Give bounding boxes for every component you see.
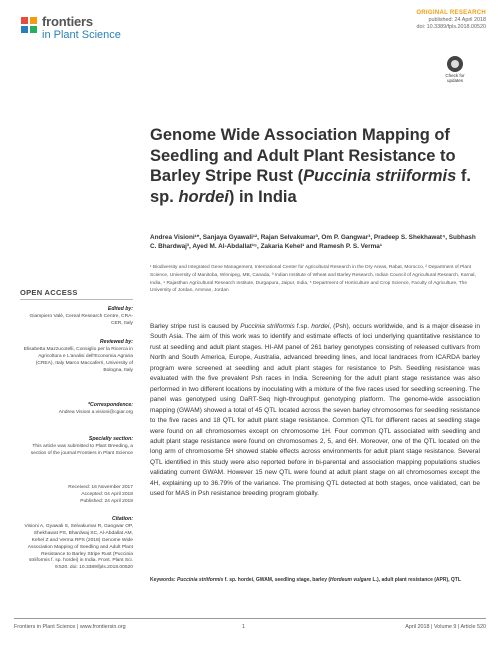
title-text-2: f. sp. [150, 167, 471, 206]
edited-by [20, 306, 133, 328]
abstract-species: Puccinia striiformis [240, 323, 295, 330]
title-forma: hordei [178, 187, 229, 206]
frontiers-logo-icon [20, 16, 38, 34]
abstract-text-b: f.sp. [294, 323, 312, 330]
edited-by-text[interactable]: Giampiero Valè, Cereal Research Centre, CRA-CER, Italy [29, 313, 133, 326]
keywords [150, 576, 480, 584]
specialty-label: Specialty section: [88, 436, 133, 442]
brand-name: frontiers [42, 14, 93, 29]
article-title [150, 125, 480, 207]
keywords-label: Keywords: [150, 577, 177, 583]
article-meta [416, 10, 486, 31]
footer-journal[interactable]: Frontiers in Plant Science | www.frontiersin.org [14, 624, 126, 630]
title-species: Puccinia striiformis [303, 167, 457, 185]
citation-label: Citation: [111, 516, 133, 522]
correspondence [20, 402, 133, 417]
keyword-3: Hordeum vulgare [330, 577, 372, 583]
received-date: Received: 16 November 2017 [68, 485, 133, 490]
affiliations: ¹ Biodiversity and Integrated Gene Management, International Center for Agricultural Research in the Dry Areas, Rabat, Morocco, ² Department of Plant Science, University of Manitoba, Winnipeg, MB, Canada, ³ Indian Institute of Wheat and Barley Research, Indian Council of Agricultural Research, Karnal, India, ⁴ Rajasthan Agricultural Research Institute, Durgapura, Jaipur, India, ⁵ Department of Horticulture and Crop Science, Faculty of Agriculture, The University of Jordan, Amman, Jordan [150, 265, 476, 294]
doi-link[interactable]: doi: 10.3389/fpls.2018.00520 [416, 24, 486, 30]
divider [20, 299, 133, 300]
citation-text[interactable]: Visioni A, Gyawali S, Selvakumar R, Gangwar OP, Shekhawat PS, Bhardwaj SC, Al-Abdallat AM, Kehel Z and Verma RPS (2018) Genome Wide Association Mapping of Seedling and Adult Plant Resistance to Barley Stripe Rust (Puccinia striiformis f. sp. hordei) in India. Front. Plant Sci. 9:520. doi: 10.3389/fpls.2018.00520 [24, 523, 133, 571]
check-updates-button[interactable] [441, 56, 469, 88]
abstract-body: , (Psh), occurs worldwide, and is a major disease in South Asia. The aim of this work was to identify and estimate effects of loci underlying quantitative resistance to rust at seedling and adult plant stages. HI-AM panel of 261 barley genotypes consisting of released cultivars from North and South America, Europe, Australia, advanced breeding lines, and local landraces from ICARDA barley program were screened at seedling and adult plant stages for resistance to Psh. Seedling resistance was evaluated with the five prevalent Psh races in India. Screening for the adult plant stage resistance was also performed in two different locations by inoculating with a mixture of the five races used for seedling screening. The panel was genotyped using DaRT-Seq high-throughput genotyping platform. The genome-wide association mapping (GWAM) showed a total of 45 QTL located across the seven barley chromosomes for seedling resistance to the five races and 18 QTL for adult plant stage resistance. Common QTL for different races at seedling stage were found on all chromosomes except on chromosome 1H. Four common QTL associated with seedling and adult plant stage resistance were found on chromosomes 2, 5, and 6H. Moreover, one of the QTL located on the long arm of chromosome 5H showed stable effects across environments for adult plant stage resistance. Several QTL identified in this study were also reported before in bi-parental and association mapping populations studies validating current GWAM. However 15 new QTL were found at adult plant stage on all chromosomes except the 4H, explaining up to 36.79% of the variance. The promising QTL detected at both stages, once validated, can be used for MAS in Psh resistance breeding program globally. [150, 323, 480, 498]
footer-divider [14, 618, 486, 619]
check-updates-label: Check for updates [445, 73, 465, 83]
reviewed-by [20, 339, 133, 375]
keyword-4: L.), adult plant resistance (APR), QTL [371, 577, 461, 583]
accepted-date: Accepted: 04 April 2018 [81, 491, 133, 497]
correspondence-email[interactable]: Andrea Visioni a.visioni@cgiar.org [58, 409, 133, 415]
update-icon [447, 56, 463, 72]
keyword-2: f. sp. hordei, GWAM, seedling stage, barley ( [223, 577, 331, 583]
abstract-text: Barley stripe rust is caused by [150, 323, 241, 330]
abstract-forma: hordei [311, 323, 330, 330]
reviewed-by-text[interactable]: Elisabetta Mazzucotelli, Consiglio per la Ricerca in Agricoltura e L'analisi dell'Economia Agraria (CREA), Italy Marco Maccaferri, University of Bologna, Italy [23, 346, 133, 373]
edited-by-label: Edited by: [107, 306, 133, 312]
article-type: ORIGINAL RESEARCH [416, 10, 486, 16]
specialty-text: This article was submitted to Plant Breeding, a section of the journal Frontiers in Plant Science [30, 443, 133, 456]
specialty-section [20, 436, 133, 458]
dates [20, 485, 133, 506]
published-date-side: Published: 24 April 2018 [80, 498, 133, 504]
journal-name: in Plant Science [42, 29, 121, 41]
title-text-3: ) in India [228, 187, 297, 206]
abstract [150, 322, 480, 500]
citation [20, 516, 133, 572]
author-list[interactable]: Andrea Visioni¹*, Sanjaya Gyawali¹², Rajan Selvakumar³, Om P. Gangwar³, Pradeep S. Shekhawat⁴, Subhash C. Bhardwaj³, Ayed M. Al-Abdallat¹⁵, Zakaria Kehel¹ and Ramesh P. S. Verma¹ [150, 234, 476, 251]
reviewed-by-label: Reviewed by: [99, 339, 133, 345]
page-number: 1 [242, 624, 245, 630]
keyword-1: Puccinia striiformis [176, 577, 224, 583]
journal-logo[interactable] [20, 14, 140, 54]
title-text: Genome Wide Association Mapping of Seedling and Adult Plant Resistance to Barley Stripe Rust ( [150, 126, 456, 185]
published-date: published: 24 April 2018 [428, 17, 486, 23]
correspondence-label: *Correspondence: [88, 402, 133, 408]
open-access-label: OPEN ACCESS [20, 288, 78, 297]
footer-issue: April 2018 | Volume 9 | Article 520 [405, 624, 486, 630]
